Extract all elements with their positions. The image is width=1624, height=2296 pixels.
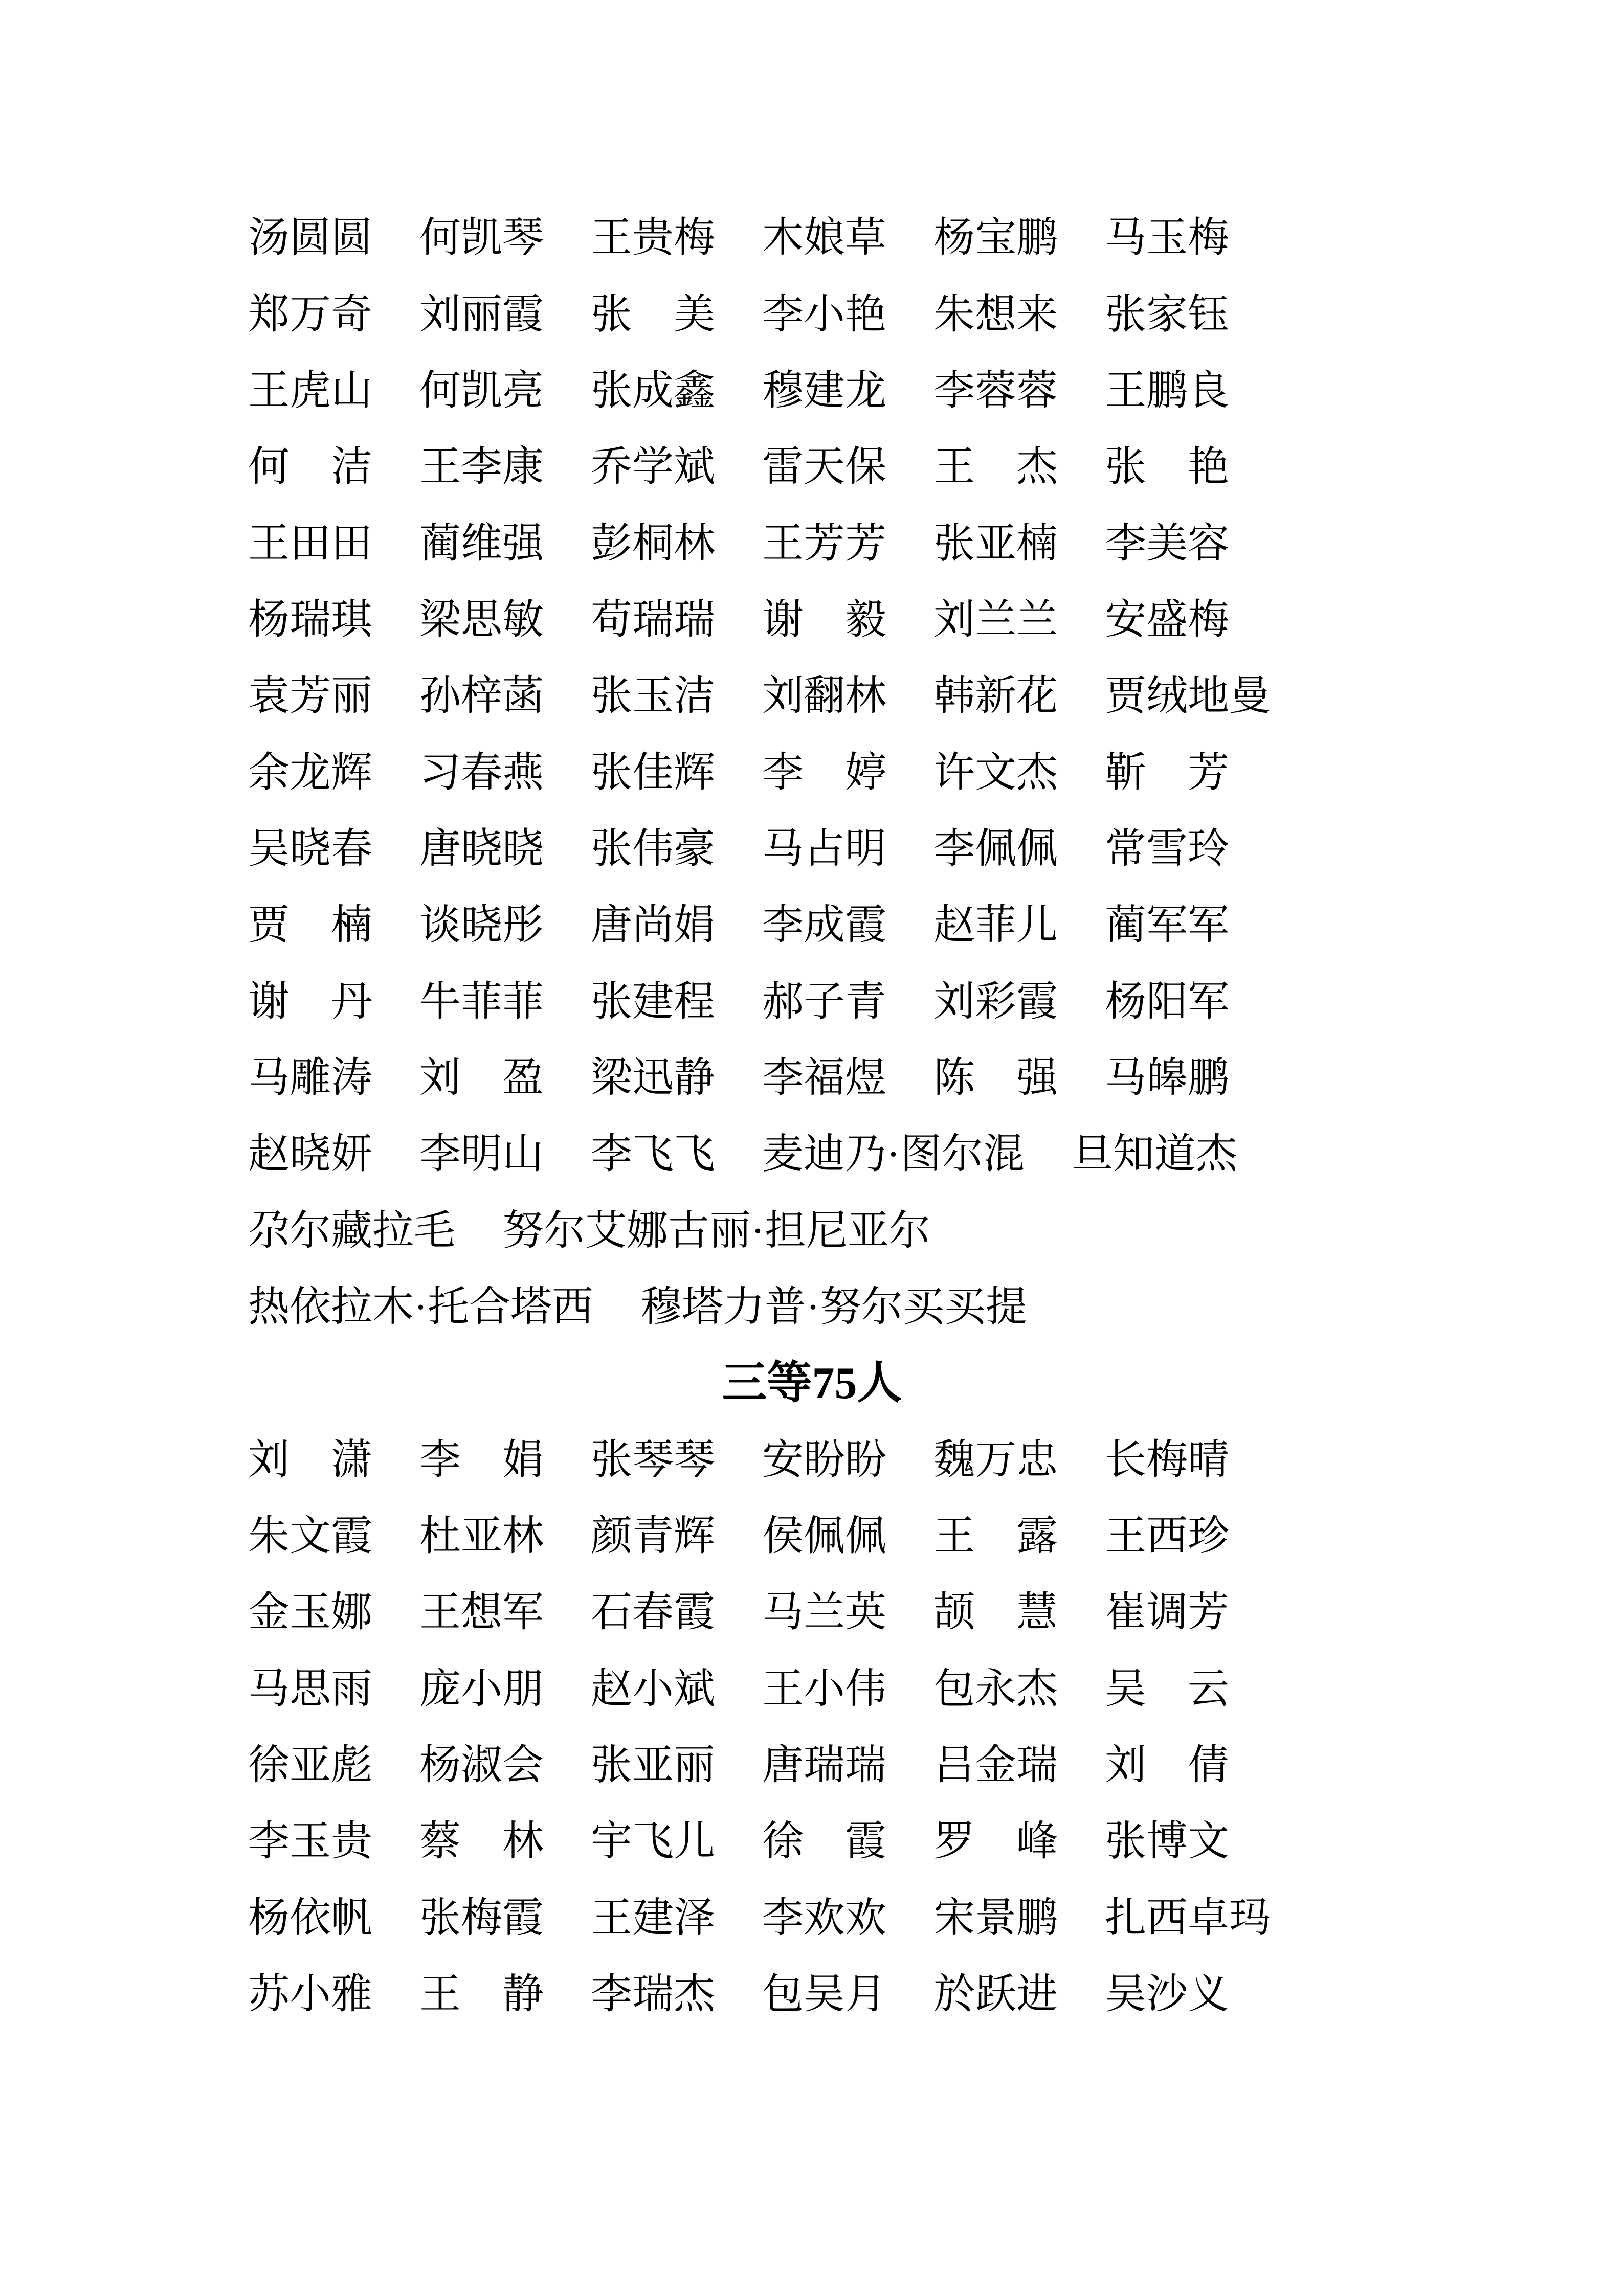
- person-name: 吴晓春: [248, 825, 373, 872]
- name-row: [248, 1192, 1624, 1269]
- person-name: 唐尚娟: [591, 902, 716, 949]
- person-name: 王芳芳: [762, 520, 887, 567]
- person-name: 王田田: [248, 520, 373, 567]
- person-name: 梁思敏: [419, 596, 544, 643]
- person-name: 张建程: [591, 978, 716, 1025]
- person-name: 吕金瑞: [933, 1742, 1058, 1789]
- person-name: 石春霞: [591, 1589, 716, 1636]
- person-name: 李佩佩: [933, 825, 1058, 872]
- person-name: 金玉娜: [248, 1589, 373, 1636]
- person-name: 王小伟: [762, 1665, 887, 1712]
- person-name: 郑万奇: [248, 291, 373, 337]
- person-name: 王 静: [419, 1971, 544, 2018]
- name-row: [248, 276, 1624, 352]
- person-name: 杨宝鹏: [933, 215, 1058, 261]
- person-name: 刘翻林: [762, 673, 887, 719]
- name-row: [248, 1116, 1624, 1192]
- person-name: 杨阳军: [1105, 978, 1230, 1025]
- person-name: 何 洁: [248, 444, 373, 490]
- person-name: 张亚丽: [591, 1742, 716, 1789]
- name-row: [248, 1574, 1624, 1651]
- person-name: 王贵梅: [591, 215, 716, 261]
- name-row: [248, 658, 1624, 734]
- person-name: 袁芳丽: [248, 673, 373, 719]
- person-name: 旦知道杰: [1072, 1131, 1238, 1178]
- award-name-list: [0, 200, 1624, 2033]
- person-name: 安盛梅: [1105, 596, 1230, 643]
- name-row: [248, 811, 1624, 887]
- person-name: 宋景鹏: [933, 1895, 1058, 1941]
- person-name: 陈 强: [933, 1054, 1058, 1101]
- person-name: 习春燕: [419, 749, 544, 796]
- person-name: 包永杰: [933, 1665, 1058, 1712]
- person-name: 王西珍: [1105, 1513, 1230, 1560]
- person-name: 赵菲儿: [933, 902, 1058, 949]
- person-name: 刘兰兰: [933, 596, 1058, 643]
- person-name: 张琴琴: [591, 1436, 716, 1483]
- person-name: 罗 峰: [933, 1818, 1058, 1865]
- person-name: 赵小斌: [591, 1665, 716, 1712]
- person-name: 马皞鹏: [1105, 1054, 1230, 1101]
- person-name: 杜亚林: [419, 1513, 544, 1560]
- section-heading-row: [0, 1345, 1624, 1422]
- person-name: 许文杰: [933, 749, 1058, 796]
- name-row: [248, 963, 1624, 1040]
- person-name: 努尔艾娜古丽·担尼亚尔: [502, 1207, 930, 1254]
- person-name: 侯佩佩: [762, 1513, 887, 1560]
- person-name: 尕尔藏拉毛: [248, 1207, 456, 1254]
- person-name: 魏万忠: [933, 1436, 1058, 1483]
- person-name: 李小艳: [762, 291, 887, 337]
- person-name: 李明山: [419, 1131, 544, 1178]
- person-name: 李瑞杰: [591, 1971, 716, 2018]
- person-name: 谢 毅: [762, 596, 887, 643]
- person-name: 刘 倩: [1105, 1742, 1230, 1789]
- person-name: 李成霞: [762, 902, 887, 949]
- person-name: 马兰英: [762, 1589, 887, 1636]
- person-name: 吴 云: [1105, 1665, 1230, 1712]
- person-name: 王建泽: [591, 1895, 716, 1941]
- third-class-name-rows: [0, 1422, 1624, 2033]
- person-name: 何凯琴: [419, 215, 544, 261]
- name-row: [248, 1269, 1624, 1345]
- person-name: 穆塔力普·努尔买买提: [640, 1284, 1027, 1330]
- person-name: 靳 芳: [1105, 749, 1230, 796]
- person-name: 李美容: [1105, 520, 1230, 567]
- person-name: 牛菲菲: [419, 978, 544, 1025]
- name-row: [248, 1956, 1624, 2033]
- person-name: 张家钰: [1105, 291, 1230, 337]
- person-name: 蔺军军: [1105, 902, 1230, 949]
- person-name: 马思雨: [248, 1665, 373, 1712]
- person-name: 包吴月: [762, 1971, 887, 2018]
- person-name: 张梅霞: [419, 1895, 544, 1941]
- person-name: 徐亚彪: [248, 1742, 373, 1789]
- person-name: 李蓉蓉: [933, 367, 1058, 414]
- name-row: [248, 1727, 1624, 1804]
- person-name: 雷天保: [762, 444, 887, 490]
- person-name: 徐 霞: [762, 1818, 887, 1865]
- person-name: 李玉贵: [248, 1818, 373, 1865]
- person-name: 贾绒地曼: [1105, 673, 1271, 719]
- person-name: 杨瑞琪: [248, 596, 373, 643]
- name-row: [248, 887, 1624, 963]
- person-name: 於跃进: [933, 1971, 1058, 2018]
- person-name: 赵晓妍: [248, 1131, 373, 1178]
- person-name: 贾 楠: [248, 902, 373, 949]
- person-name: 张玉洁: [591, 673, 716, 719]
- person-name: 王李康: [419, 444, 544, 490]
- person-name: 王虎山: [248, 367, 373, 414]
- name-row: [248, 1880, 1624, 1956]
- person-name: 宇飞儿: [591, 1818, 716, 1865]
- person-name: 王 杰: [933, 444, 1058, 490]
- person-name: 苟瑞瑞: [591, 596, 716, 643]
- person-name: 张成鑫: [591, 367, 716, 414]
- person-name: 马雕涛: [248, 1054, 373, 1101]
- person-name: 李福煜: [762, 1054, 887, 1101]
- person-name: 安盼盼: [762, 1436, 887, 1483]
- person-name: 乔学斌: [591, 444, 716, 490]
- person-name: 朱文霞: [248, 1513, 373, 1560]
- person-name: 张佳辉: [591, 749, 716, 796]
- person-name: 唐瑞瑞: [762, 1742, 887, 1789]
- name-row: [248, 1422, 1624, 1498]
- person-name: 汤圆圆: [248, 215, 373, 261]
- person-name: 扎西卓玛: [1105, 1895, 1271, 1941]
- person-name: 何凯亮: [419, 367, 544, 414]
- name-row: [248, 200, 1624, 276]
- person-name: 颜青辉: [591, 1513, 716, 1560]
- person-name: 张 艳: [1105, 444, 1230, 490]
- name-row: [248, 1498, 1624, 1574]
- person-name: 李欢欢: [762, 1895, 887, 1941]
- person-name: 马占明: [762, 825, 887, 872]
- name-row: [248, 1651, 1624, 1727]
- name-row: [248, 734, 1624, 811]
- person-name: 刘丽霞: [419, 291, 544, 337]
- person-name: 刘 盈: [419, 1054, 544, 1101]
- person-name: 王想军: [419, 1589, 544, 1636]
- person-name: 彭桐林: [591, 520, 716, 567]
- person-name: 热依拉木·托合塔西: [248, 1284, 593, 1330]
- person-name: 李飞飞: [591, 1131, 716, 1178]
- person-name: 谈晓彤: [419, 902, 544, 949]
- person-name: 王鹏良: [1105, 367, 1230, 414]
- person-name: 木娘草: [762, 215, 887, 261]
- person-name: 张亚楠: [933, 520, 1058, 567]
- person-name: 郝子青: [762, 978, 887, 1025]
- name-row: [248, 429, 1624, 505]
- person-name: 颉 慧: [933, 1589, 1058, 1636]
- person-name: 蔺维强: [419, 520, 544, 567]
- person-name: 孙梓菡: [419, 673, 544, 719]
- person-name: 刘 潇: [248, 1436, 373, 1483]
- section-heading: 三等75人: [722, 1358, 902, 1408]
- person-name: 杨依帆: [248, 1895, 373, 1941]
- person-name: 崔调芳: [1105, 1589, 1230, 1636]
- person-name: 张博文: [1105, 1818, 1230, 1865]
- person-name: 张 美: [591, 291, 716, 337]
- person-name: 吴沙义: [1105, 1971, 1230, 2018]
- name-row: [248, 1040, 1624, 1116]
- person-name: 蔡 林: [419, 1818, 544, 1865]
- person-name: 王 露: [933, 1513, 1058, 1560]
- name-row: [248, 1804, 1624, 1880]
- name-row: [248, 505, 1624, 581]
- person-name: 朱想来: [933, 291, 1058, 337]
- person-name: 唐晓晓: [419, 825, 544, 872]
- name-row: [248, 582, 1624, 658]
- second-class-name-rows: [0, 200, 1624, 1345]
- person-name: 马玉梅: [1105, 215, 1230, 261]
- person-name: 穆建龙: [762, 367, 887, 414]
- person-name: 庞小朋: [419, 1665, 544, 1712]
- person-name: 刘彩霞: [933, 978, 1058, 1025]
- person-name: 苏小雅: [248, 1971, 373, 2018]
- person-name: 长梅晴: [1105, 1436, 1230, 1483]
- person-name: 谢 丹: [248, 978, 373, 1025]
- person-name: 常雪玲: [1105, 825, 1230, 872]
- name-row: [248, 353, 1624, 429]
- person-name: 韩新花: [933, 673, 1058, 719]
- person-name: 梁迅静: [591, 1054, 716, 1101]
- person-name: 李 娟: [419, 1436, 544, 1483]
- person-name: 杨淑会: [419, 1742, 544, 1789]
- person-name: 余龙辉: [248, 749, 373, 796]
- person-name: 李 婷: [762, 749, 887, 796]
- person-name: 麦迪乃·图尔混: [762, 1131, 1025, 1178]
- person-name: 张伟豪: [591, 825, 716, 872]
